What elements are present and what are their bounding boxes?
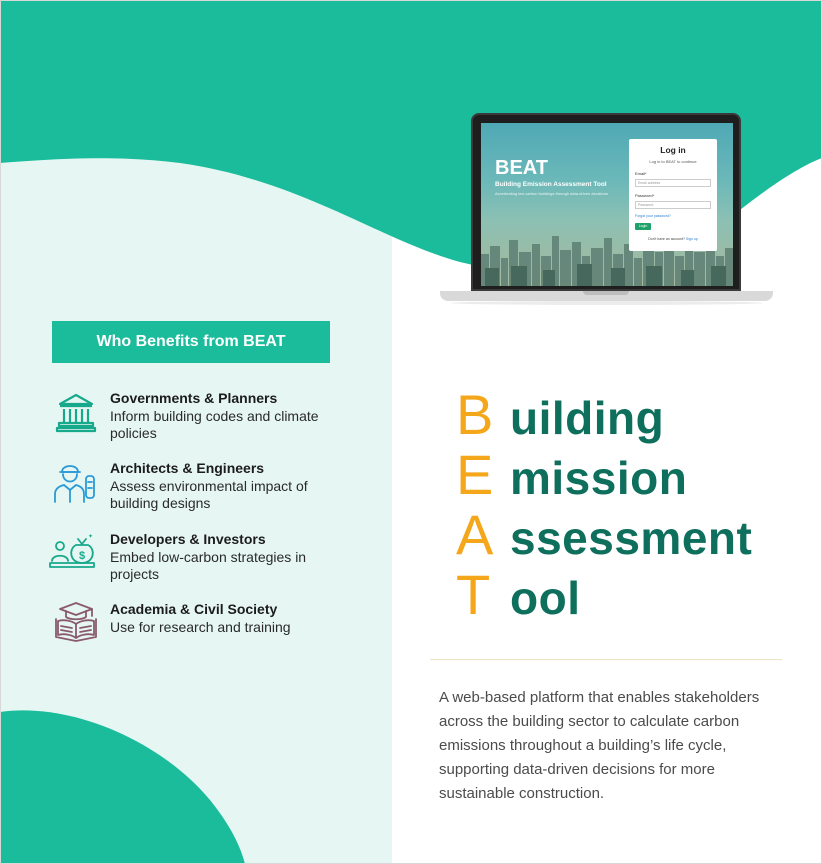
password-label: Password* — [635, 193, 655, 198]
platform-description: A web-based platform that enables stakeholders across the building sector to calculate carbon emissions throughout a building’s life cycle, supporting data-driven decisions for more sustainable construction. — [439, 689, 760, 802]
government-building-icon — [48, 390, 98, 436]
benefit-description: Assess environmental impact of building designs — [110, 478, 308, 511]
signup-text: Don't have an account? — [648, 237, 685, 241]
screen-subtitle: Building Emission Assessment Tool — [495, 181, 607, 188]
password-field[interactable]: Password — [635, 201, 711, 209]
svg-text:$: $ — [78, 550, 86, 562]
laptop-screen — [481, 123, 733, 286]
benefit-title: Governments & Planners — [110, 390, 278, 406]
login-card — [629, 139, 717, 251]
login-button[interactable]: Login — [635, 223, 651, 230]
section-divider — [430, 659, 782, 660]
screen-tagline: Accelerating low carbon buildings through data-driven decisions — [495, 191, 608, 196]
acronym-letter: T — [456, 563, 491, 626]
benefit-description: Use for research and training — [110, 619, 291, 635]
acronym-word: uilding — [510, 392, 665, 444]
benefits-heading: Who Benefits from BEAT — [52, 321, 330, 363]
acronym-letter: B — [456, 383, 494, 446]
acronym-word: mission — [510, 452, 688, 504]
forgot-password-link[interactable]: Forgot your password? — [635, 214, 671, 218]
svg-text:✦: ✦ — [88, 534, 94, 540]
laptop-lid — [471, 113, 741, 291]
laptop-shadow — [450, 301, 763, 305]
developer-investor-icon — [48, 531, 98, 577]
academia-book-icon — [48, 601, 98, 647]
acronym-letter: A — [456, 503, 494, 566]
login-subtitle: Log in to BEAT to continue — [649, 159, 697, 164]
laptop-mockup — [440, 113, 773, 306]
benefit-title: Architects & Engineers — [110, 460, 265, 476]
signup-prompt — [629, 237, 717, 241]
benefit-description: Inform building codes and climate policies — [110, 408, 319, 441]
acronym-word: ssessment — [510, 512, 753, 564]
acronym-word: ool — [510, 572, 581, 624]
laptop-notch — [583, 291, 629, 295]
signup-link[interactable]: Sign up — [685, 237, 698, 241]
acronym-letter: E — [456, 443, 494, 506]
email-field[interactable]: Email address — [635, 179, 711, 187]
benefit-title: Developers & Investors — [110, 531, 266, 547]
architect-engineer-icon — [48, 460, 98, 506]
benefit-title: Academia & Civil Society — [110, 601, 278, 617]
screen-brand: BEAT — [495, 157, 548, 179]
login-title: Log in — [660, 145, 686, 155]
email-label: Email* — [635, 171, 647, 176]
benefit-description: Embed low-carbon strategies in projects — [110, 549, 307, 582]
